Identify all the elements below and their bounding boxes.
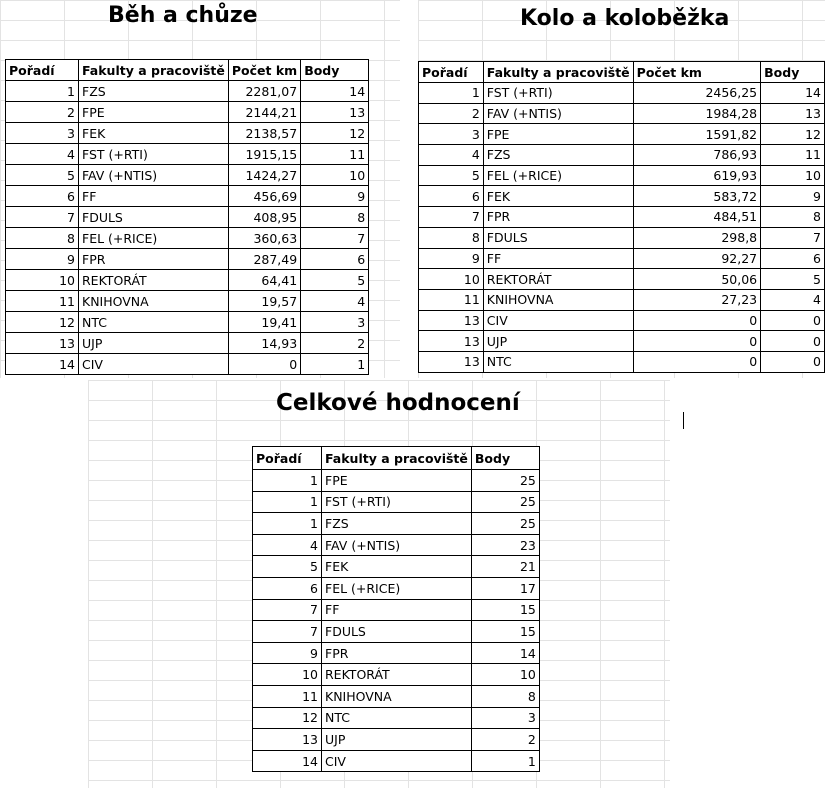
header-faculty: Fakulty a pracoviště: [79, 60, 229, 81]
cell-rank: 13: [419, 310, 484, 331]
cell-rank: 11: [419, 289, 484, 310]
table-row: [6, 144, 369, 165]
cell-points: 25: [471, 491, 539, 513]
cell-rank: 13: [6, 333, 79, 354]
cell-points: 10: [301, 165, 369, 186]
header-rank: Pořadí: [253, 447, 322, 470]
text-cursor: [683, 412, 684, 429]
table-row: [419, 248, 825, 269]
cell-rank: 1: [419, 83, 484, 104]
table-row: [6, 354, 369, 375]
cell-faculty: FAV (+NTIS): [483, 103, 633, 124]
cell-rank: 6: [419, 186, 484, 207]
cell-faculty: REKTORÁT: [483, 269, 633, 290]
cell-faculty: FEL (+RICE): [79, 228, 229, 249]
cell-km: 19,57: [228, 291, 300, 312]
cell-points: 13: [761, 103, 825, 124]
cell-points: 11: [761, 145, 825, 166]
table-row: [253, 577, 540, 599]
table-row: [253, 470, 540, 492]
table-row: [419, 103, 825, 124]
table-row: [253, 729, 540, 751]
cell-faculty: FST (+RTI): [322, 491, 472, 513]
cell-faculty: FDULS: [322, 621, 472, 643]
overall-title: Celkové hodnocení: [276, 390, 520, 416]
cell-points: 7: [301, 228, 369, 249]
cell-faculty: FPE: [322, 470, 472, 492]
cell-points: 7: [761, 227, 825, 248]
cell-km: 19,41: [228, 312, 300, 333]
cell-rank: 4: [6, 144, 79, 165]
cell-faculty: REKTORÁT: [79, 270, 229, 291]
cell-points: 9: [761, 186, 825, 207]
table-row: [419, 331, 825, 352]
cell-km: 619,93: [633, 165, 760, 186]
cell-points: 0: [761, 310, 825, 331]
cell-points: 5: [761, 269, 825, 290]
cell-rank: 10: [253, 664, 322, 686]
overall-table: [252, 446, 540, 772]
cell-rank: 8: [6, 228, 79, 249]
cell-points: 9: [301, 186, 369, 207]
run-walk-rows: [6, 81, 369, 375]
cell-km: 583,72: [633, 186, 760, 207]
cell-faculty: NTC: [322, 707, 472, 729]
cell-faculty: FPR: [483, 207, 633, 228]
cell-km: 786,93: [633, 145, 760, 166]
table-row: [419, 269, 825, 290]
table-row: [419, 351, 825, 372]
table-row: [253, 685, 540, 707]
table-row: [253, 664, 540, 686]
cell-rank: 6: [6, 186, 79, 207]
table-row: [419, 145, 825, 166]
cell-rank: 12: [253, 707, 322, 729]
cell-faculty: FZS: [79, 81, 229, 102]
table-row: [6, 207, 369, 228]
cell-faculty: FPR: [79, 249, 229, 270]
table-row: [253, 556, 540, 578]
cell-km: 0: [633, 310, 760, 331]
header-points: Body: [301, 60, 369, 81]
table-row: [253, 707, 540, 729]
cell-km: 1591,82: [633, 124, 760, 145]
cell-rank: 2: [6, 102, 79, 123]
cell-points: 8: [761, 207, 825, 228]
cell-points: 15: [471, 599, 539, 621]
table-row: [253, 534, 540, 556]
cell-faculty: KNIHOVNA: [322, 685, 472, 707]
cell-km: 484,51: [633, 207, 760, 228]
cell-faculty: CIV: [79, 354, 229, 375]
cell-faculty: FPE: [79, 102, 229, 123]
cell-km: 14,93: [228, 333, 300, 354]
cell-points: 0: [761, 331, 825, 352]
cell-points: 13: [301, 102, 369, 123]
table-row: [6, 165, 369, 186]
cell-rank: 9: [253, 642, 322, 664]
cell-points: 4: [301, 291, 369, 312]
cell-points: 25: [471, 513, 539, 535]
cell-km: 1424,27: [228, 165, 300, 186]
cell-points: 12: [301, 123, 369, 144]
cell-faculty: FZS: [483, 145, 633, 166]
table-row: [253, 750, 540, 772]
cell-km: 456,69: [228, 186, 300, 207]
header-rank: Pořadí: [6, 60, 79, 81]
cell-rank: 3: [419, 124, 484, 145]
cell-faculty: FDULS: [79, 207, 229, 228]
cell-points: 2: [471, 729, 539, 751]
cell-km: 2138,57: [228, 123, 300, 144]
table-row: [419, 186, 825, 207]
table-row: [253, 621, 540, 643]
cell-faculty: FZS: [322, 513, 472, 535]
cell-km: 92,27: [633, 248, 760, 269]
table-row: [253, 642, 540, 664]
cell-faculty: FF: [79, 186, 229, 207]
cell-rank: 5: [419, 165, 484, 186]
cell-faculty: NTC: [483, 351, 633, 372]
cell-rank: 8: [419, 227, 484, 248]
bike-scooter-rows: [419, 83, 825, 373]
cell-points: 5: [301, 270, 369, 291]
run-walk-table: [5, 59, 369, 375]
cell-km: 2456,25: [633, 83, 760, 104]
cell-rank: 7: [6, 207, 79, 228]
cell-rank: 13: [419, 351, 484, 372]
overall-rows: [253, 470, 540, 772]
cell-faculty: UJP: [483, 331, 633, 352]
cell-rank: 4: [419, 145, 484, 166]
cell-points: 1: [471, 750, 539, 772]
cell-rank: 5: [253, 556, 322, 578]
cell-faculty: FAV (+NTIS): [79, 165, 229, 186]
table-row: [419, 165, 825, 186]
cell-faculty: CIV: [483, 310, 633, 331]
table-row: [6, 333, 369, 354]
cell-faculty: KNIHOVNA: [483, 289, 633, 310]
cell-faculty: FDULS: [483, 227, 633, 248]
cell-km: 50,06: [633, 269, 760, 290]
cell-rank: 10: [419, 269, 484, 290]
cell-rank: 6: [253, 577, 322, 599]
cell-rank: 13: [419, 331, 484, 352]
cell-rank: 7: [419, 207, 484, 228]
table-row: [6, 270, 369, 291]
cell-rank: 2: [419, 103, 484, 124]
header-points: Body: [471, 447, 539, 470]
cell-rank: 14: [253, 750, 322, 772]
cell-km: 1915,15: [228, 144, 300, 165]
cell-rank: 11: [6, 291, 79, 312]
cell-points: 11: [301, 144, 369, 165]
cell-rank: 1: [253, 491, 322, 513]
cell-points: 6: [301, 249, 369, 270]
cell-points: 10: [471, 664, 539, 686]
cell-points: 12: [761, 124, 825, 145]
cell-rank: 1: [253, 470, 322, 492]
cell-faculty: UJP: [322, 729, 472, 751]
cell-points: 14: [301, 81, 369, 102]
cell-km: 27,23: [633, 289, 760, 310]
table-row: [6, 186, 369, 207]
cell-km: 287,49: [228, 249, 300, 270]
cell-faculty: FF: [322, 599, 472, 621]
cell-faculty: FST (+RTI): [483, 83, 633, 104]
cell-points: 4: [761, 289, 825, 310]
cell-faculty: FEL (+RICE): [483, 165, 633, 186]
cell-points: 15: [471, 621, 539, 643]
cell-points: 3: [301, 312, 369, 333]
cell-points: 14: [761, 83, 825, 104]
cell-points: 1: [301, 354, 369, 375]
cell-faculty: NTC: [79, 312, 229, 333]
cell-points: 0: [761, 351, 825, 372]
header-km: Počet km: [633, 62, 760, 83]
table-row: [6, 81, 369, 102]
table-row: [6, 249, 369, 270]
cell-points: 8: [471, 685, 539, 707]
cell-rank: 7: [253, 599, 322, 621]
cell-km: 1984,28: [633, 103, 760, 124]
cell-km: 298,8: [633, 227, 760, 248]
cell-rank: 5: [6, 165, 79, 186]
cell-rank: 10: [6, 270, 79, 291]
cell-rank: 1: [6, 81, 79, 102]
cell-km: 0: [633, 351, 760, 372]
cell-km: 0: [633, 331, 760, 352]
cell-faculty: UJP: [79, 333, 229, 354]
cell-faculty: FF: [483, 248, 633, 269]
cell-points: 25: [471, 470, 539, 492]
bike-scooter-title: Kolo a koloběžka: [520, 6, 730, 31]
cell-points: 17: [471, 577, 539, 599]
cell-rank: 3: [6, 123, 79, 144]
table-row: [253, 491, 540, 513]
cell-points: 14: [471, 642, 539, 664]
table-row: [419, 289, 825, 310]
cell-rank: 11: [253, 685, 322, 707]
cell-rank: 14: [6, 354, 79, 375]
table-row: [253, 513, 540, 535]
table-row: [6, 123, 369, 144]
cell-km: 2144,21: [228, 102, 300, 123]
cell-rank: 13: [253, 729, 322, 751]
table-row: [6, 102, 369, 123]
table-row: [419, 83, 825, 104]
table-row: [6, 228, 369, 249]
table-row: [6, 312, 369, 333]
table-row: [253, 599, 540, 621]
header-faculty: Fakulty a pracoviště: [322, 447, 472, 470]
cell-faculty: KNIHOVNA: [79, 291, 229, 312]
cell-km: 360,63: [228, 228, 300, 249]
cell-points: 6: [761, 248, 825, 269]
cell-km: 0: [228, 354, 300, 375]
cell-faculty: FEK: [79, 123, 229, 144]
table-row: [419, 124, 825, 145]
cell-faculty: FPE: [483, 124, 633, 145]
cell-points: 10: [761, 165, 825, 186]
header-points: Body: [761, 62, 825, 83]
cell-faculty: CIV: [322, 750, 472, 772]
cell-rank: 4: [253, 534, 322, 556]
cell-faculty: FPR: [322, 642, 472, 664]
table-row: [419, 207, 825, 228]
cell-faculty: FST (+RTI): [79, 144, 229, 165]
header-faculty: Fakulty a pracoviště: [483, 62, 633, 83]
cell-km: 2281,07: [228, 81, 300, 102]
cell-points: 21: [471, 556, 539, 578]
cell-rank: 1: [253, 513, 322, 535]
cell-rank: 7: [253, 621, 322, 643]
cell-rank: 9: [419, 248, 484, 269]
cell-faculty: FEK: [483, 186, 633, 207]
cell-points: 2: [301, 333, 369, 354]
run-walk-title: Běh a chůze: [108, 3, 258, 28]
cell-faculty: REKTORÁT: [322, 664, 472, 686]
cell-points: 3: [471, 707, 539, 729]
cell-points: 23: [471, 534, 539, 556]
bike-scooter-table: [418, 61, 825, 373]
cell-rank: 9: [6, 249, 79, 270]
cell-faculty: FEL (+RICE): [322, 577, 472, 599]
header-rank: Pořadí: [419, 62, 484, 83]
cell-points: 8: [301, 207, 369, 228]
table-row: [419, 227, 825, 248]
cell-faculty: FAV (+NTIS): [322, 534, 472, 556]
cell-faculty: FEK: [322, 556, 472, 578]
cell-rank: 12: [6, 312, 79, 333]
table-row: [419, 310, 825, 331]
header-km: Počet km: [228, 60, 300, 81]
cell-km: 408,95: [228, 207, 300, 228]
cell-km: 64,41: [228, 270, 300, 291]
table-row: [6, 291, 369, 312]
